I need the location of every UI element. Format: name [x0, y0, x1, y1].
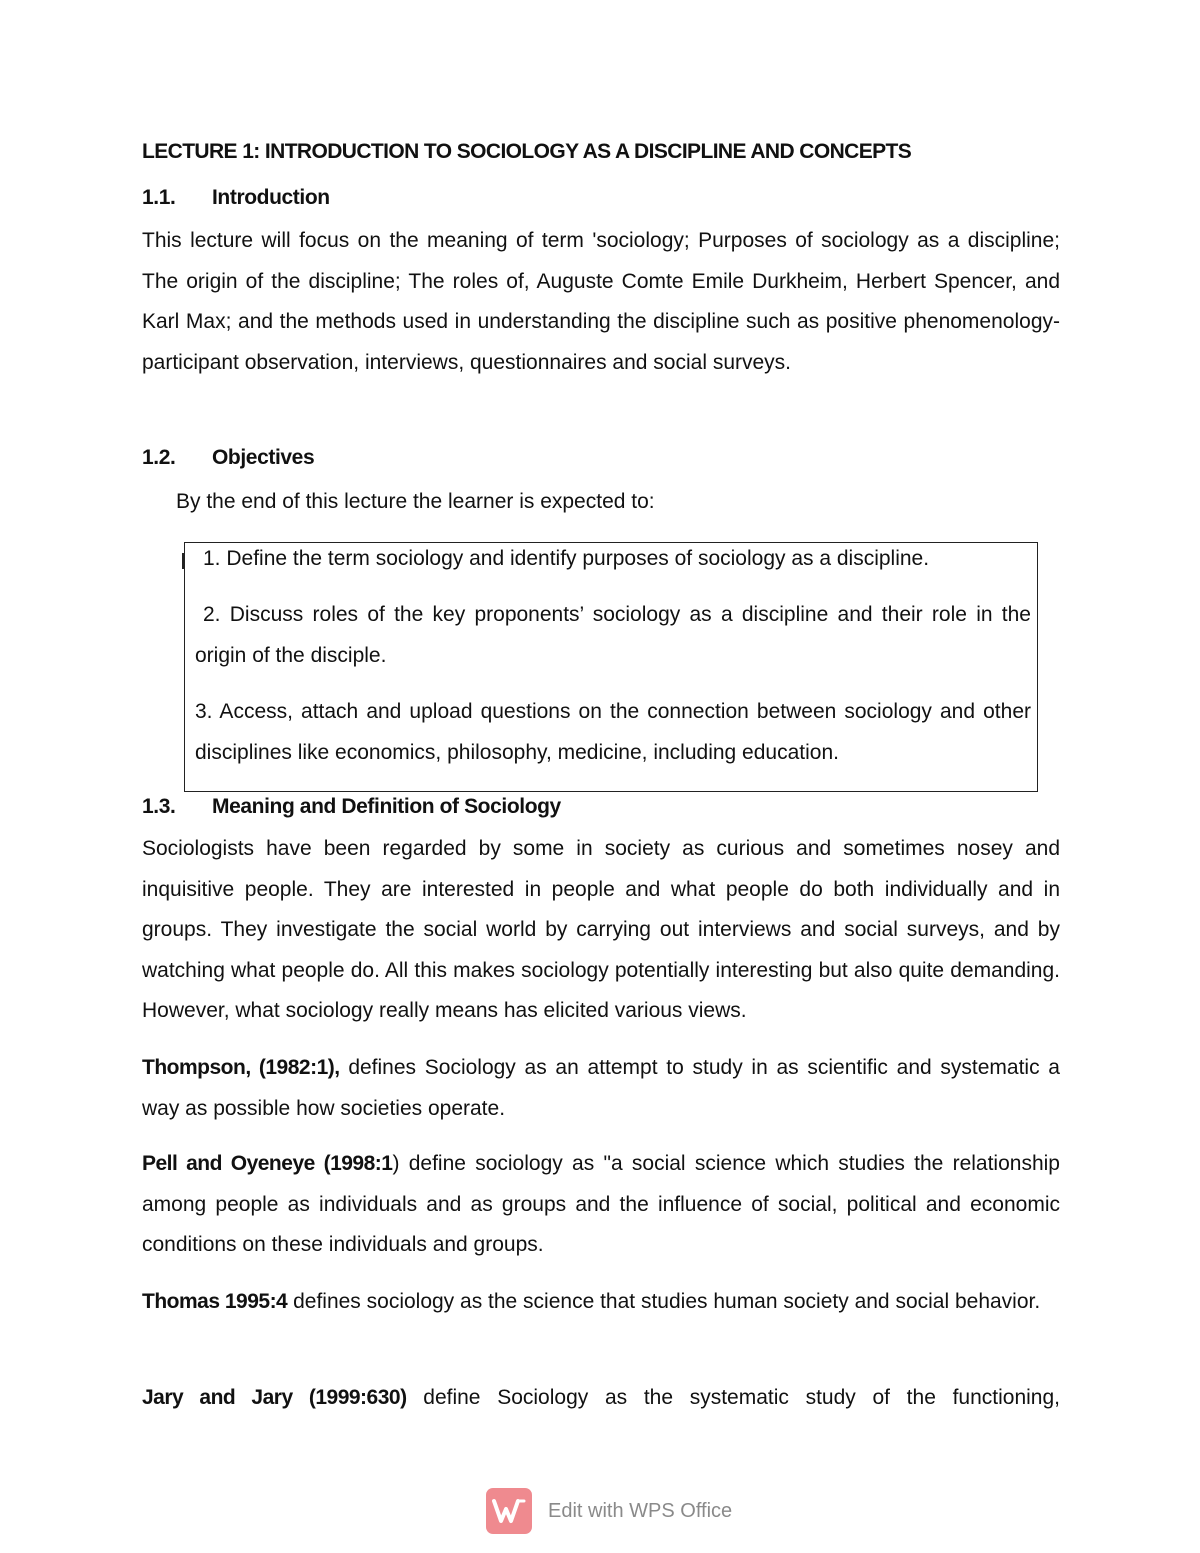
- section-title: Introduction: [212, 186, 330, 209]
- watermark-text: Edit with WPS Office: [548, 1499, 733, 1522]
- citation: Pell and Oyeneye (1998:1: [142, 1152, 393, 1175]
- citation: Jary and Jary (1999:630): [142, 1386, 407, 1409]
- wps-w-glyph: [492, 1497, 526, 1525]
- section-number: 1.1.: [142, 186, 176, 209]
- text-box-anchor-marker: [182, 553, 185, 569]
- definition-text: defines sociology as the science that studies human society and social behavior.: [287, 1290, 1041, 1313]
- objective-item: 1. Define the term sociology and identify purposes of sociology as a discipline.: [203, 547, 930, 570]
- definition-paragraph-jary: [142, 1378, 1060, 1419]
- section-title: Meaning and Definition of Sociology: [212, 795, 561, 818]
- objectives-lead-in: By the end of this lecture the learner is expected to:: [176, 490, 655, 513]
- introduction-paragraph: This lecture will focus on the meaning of term 'sociology; Purposes of sociology as a discipline; The origin of the discipline; The roles of, Auguste Comte Emile Durkheim, Herbert Spencer, and Karl Max; and the methods used in understanding the discipline such as positive phenomenology-participant observation, interviews, questionnaires and social surveys.: [142, 229, 1060, 374]
- objective-item: 2. Discuss roles of the key proponents’ sociology as a discipline and their role in the origin of the disciple.: [195, 603, 1031, 667]
- definition-paragraph-thompson: [142, 1048, 1060, 1129]
- meaning-paragraph: Sociologists have been regarded by some in society as curious and sometimes nosey and inquisitive people. They are interested in people and what people do both individually and in groups. They investigate the social world by carrying out interviews and social surveys, and by watching what people do. All this makes sociology potentially interesting but also quite demanding. However, what sociology really means has elicited various views.: [142, 837, 1060, 1022]
- objectives-box: [184, 542, 1038, 792]
- objective-item: 3. Access, attach and upload questions on the connection between sociology and other disciplines like economics, philosophy, medicine, including education.: [195, 700, 1031, 764]
- definition-text: defines Sociology as an attempt to study in as scientific and systematic a way as possible how societies operate.: [142, 1056, 1060, 1120]
- definition-paragraph-thomas: [142, 1282, 1060, 1323]
- section-number: 1.3.: [142, 795, 176, 818]
- definition-paragraph-pell: [142, 1144, 1060, 1266]
- section-heading-objectives: [142, 446, 314, 470]
- section-heading-meaning: [142, 795, 561, 819]
- citation: Thompson, (1982:1),: [142, 1056, 340, 1079]
- document-title: LECTURE 1: INTRODUCTION TO SOCIOLOGY AS A DISCIPLINE AND CONCEPTS: [142, 140, 912, 163]
- definition-text: ) define sociology as "a social science which studies the relationship among people as individuals and as groups and the influence of social, political and economic conditions on these individuals and groups.: [142, 1152, 1060, 1256]
- section-title: Objectives: [212, 446, 315, 469]
- wps-logo-icon: [486, 1488, 532, 1534]
- section-heading-introduction: [142, 186, 330, 210]
- section-number: 1.2.: [142, 446, 176, 469]
- wps-watermark: [486, 1486, 732, 1536]
- definition-text: define Sociology as the systematic study of the functioning,: [406, 1386, 1060, 1409]
- citation: Thomas 1995:4: [142, 1290, 288, 1313]
